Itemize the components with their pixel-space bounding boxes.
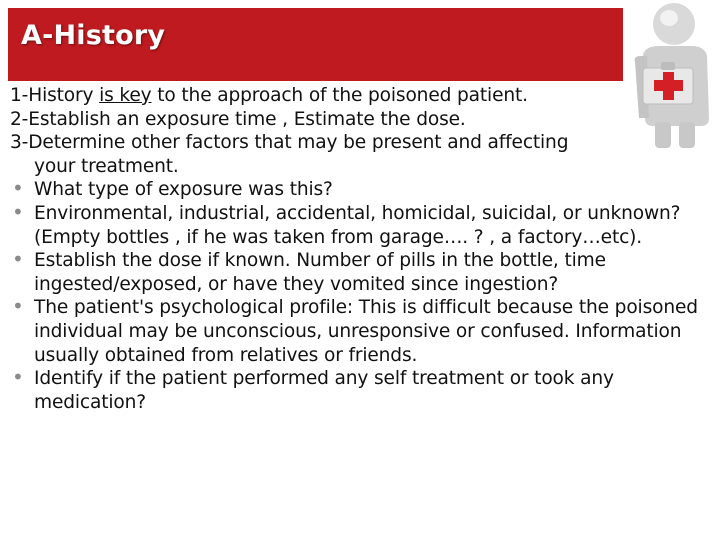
numbered-item: [10, 108, 700, 132]
numbered-item-text-pre: 1-History: [10, 85, 100, 106]
numbered-item: [10, 131, 700, 178]
numbered-item-text-post: to the approach of the poisoned patient.: [151, 85, 528, 106]
numbered-item: [10, 84, 700, 108]
numbered-item-continuation: your treatment.: [34, 155, 179, 177]
bullet-item: • Environmental, industrial, accidental, homicidal, suicidal, or unknown? (Empty bottles , if he was taken from garage…. ? , a factory…etc).: [10, 202, 700, 249]
numbered-item-text: 3-Determine other factors that may be present and affecting: [10, 132, 569, 154]
bullet-item: • The patient's psychological profile: This is difficult because the poisoned individual may be unconscious, unresponsive or confused. Information usually obtained from relatives or friends.: [10, 296, 700, 367]
bullet-item: • Establish the dose if known. Number of pills in the bottle, time ingested/exposed, or have they vomited since ingestion?: [10, 249, 700, 296]
bullet-item: • What type of exposure was this?: [10, 178, 700, 202]
bullet-list: [10, 178, 700, 414]
bullet-item: • Identify if the patient performed any self treatment or took any medication?: [10, 367, 700, 414]
numbered-item-underlined-text: is key: [99, 85, 152, 106]
slide-body: [10, 84, 700, 414]
slide-title: A-History: [21, 20, 166, 51]
title-banner: [8, 8, 623, 81]
numbered-item-text: 2-Establish an exposure time , Estimate the dose.: [10, 108, 466, 130]
